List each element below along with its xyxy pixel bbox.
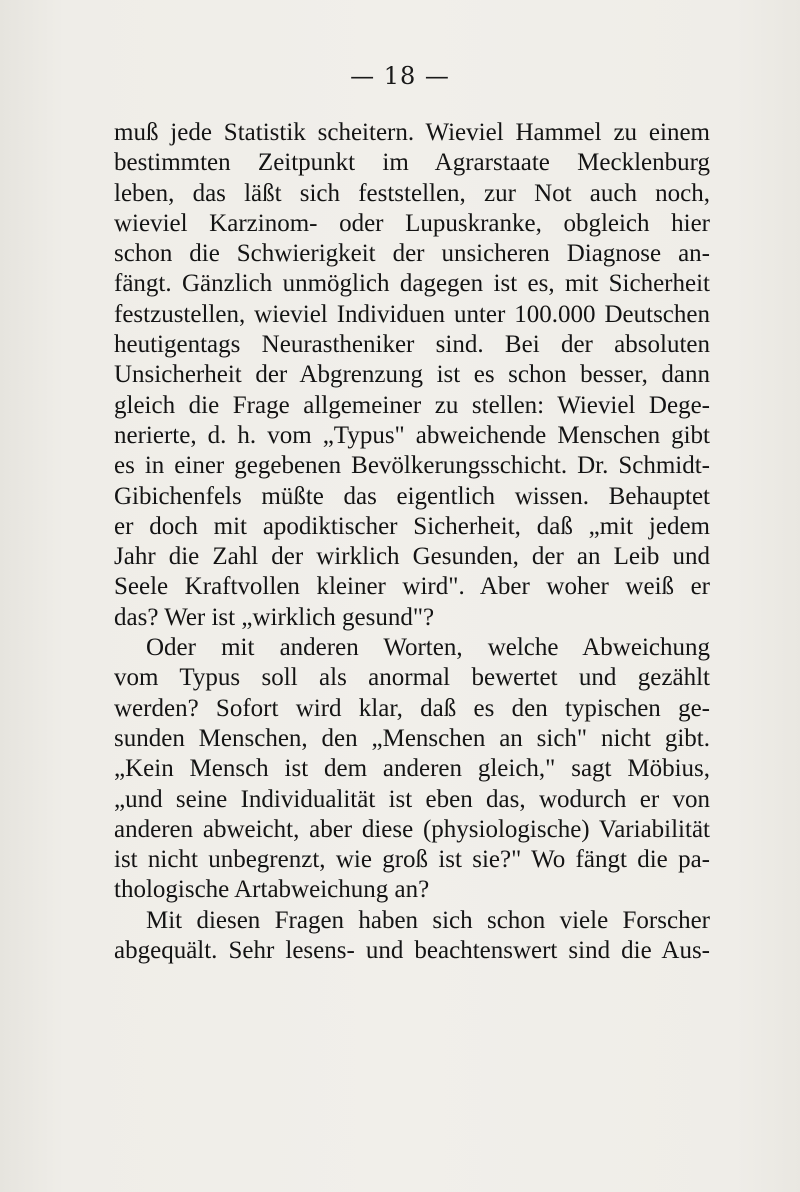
text-line: schon die Schwierigkeit der unsicheren Diagnose an- (114, 240, 710, 268)
text-line: nerierte, d. h. vom „Typus" abweichende Menschen gibt (114, 421, 710, 449)
text-line: es in einer gegebenen Bevölkerungsschicht. Dr. Schmidt- (114, 452, 710, 480)
text-line-paragraph-end: das? Wer ist „wirklich gesund"? (114, 603, 435, 631)
text-line: festzustellen, wieviel Individuen unter 100.000 Deutschen (114, 300, 710, 328)
text-line: gleich die Frage allgemeiner zu stellen: Wieviel Dege- (114, 391, 710, 419)
text-line: sunden Menschen, den „Menschen an sich" nicht gibt. (114, 724, 710, 752)
text-line: Seele Kraftvollen kleiner wird". Aber woher weiß er (114, 573, 710, 601)
text-line: Gibichenfels müßte das eigentlich wissen. Behauptet (114, 482, 710, 510)
text-line: „Kein Mensch ist dem anderen gleich," sagt Möbius, (114, 755, 710, 783)
text-line-paragraph-end: thologische Artabweichung an? (114, 876, 430, 904)
text-line: bestimmten Zeitpunkt im Agrarstaate Mecklenburg (114, 149, 710, 177)
text-line: werden? Sofort wird klar, daß es den typischen ge- (114, 694, 710, 722)
page-number-header: — 18 — (350, 62, 450, 90)
text-line: fängt. Gänzlich unmöglich dagegen ist es, mit Sicherheit (114, 270, 710, 298)
text-line: ist nicht unbegrenzt, wie groß ist sie?" Wo fängt die pa- (114, 846, 710, 874)
body-text (114, 118, 710, 966)
text-line: heutigentags Neurastheniker sind. Bei der absoluten (114, 331, 710, 359)
text-line: Jahr die Zahl der wirklich Gesunden, der an Leib und (114, 543, 710, 571)
text-line-paragraph-start: Mit diesen Fragen haben sich schon viele Forscher (146, 906, 710, 934)
text-line: „und seine Individualität ist eben das, wodurch er von (114, 785, 710, 813)
text-line: wieviel Karzinom- oder Lupuskranke, obgleich hier (114, 209, 710, 237)
text-line: Unsicherheit der Abgrenzung ist es schon besser, dann (114, 361, 710, 389)
text-line: leben, das läßt sich feststellen, zur Not auch noch, (114, 179, 710, 207)
text-line: vom Typus soll als anormal bewertet und gezählt (114, 664, 710, 692)
text-line: abgequält. Sehr lesens- und beachtenswert sind die Aus- (114, 937, 710, 965)
text-line-paragraph-start: Oder mit anderen Worten, welche Abweichung (146, 634, 710, 662)
text-line: er doch mit apodiktischer Sicherheit, daß „mit jedem (114, 512, 710, 540)
text-line: anderen abweicht, aber diese (physiologische) Variabilität (114, 815, 710, 843)
text-line: muß jede Statistik scheitern. Wieviel Hammel zu einem (114, 119, 710, 146)
